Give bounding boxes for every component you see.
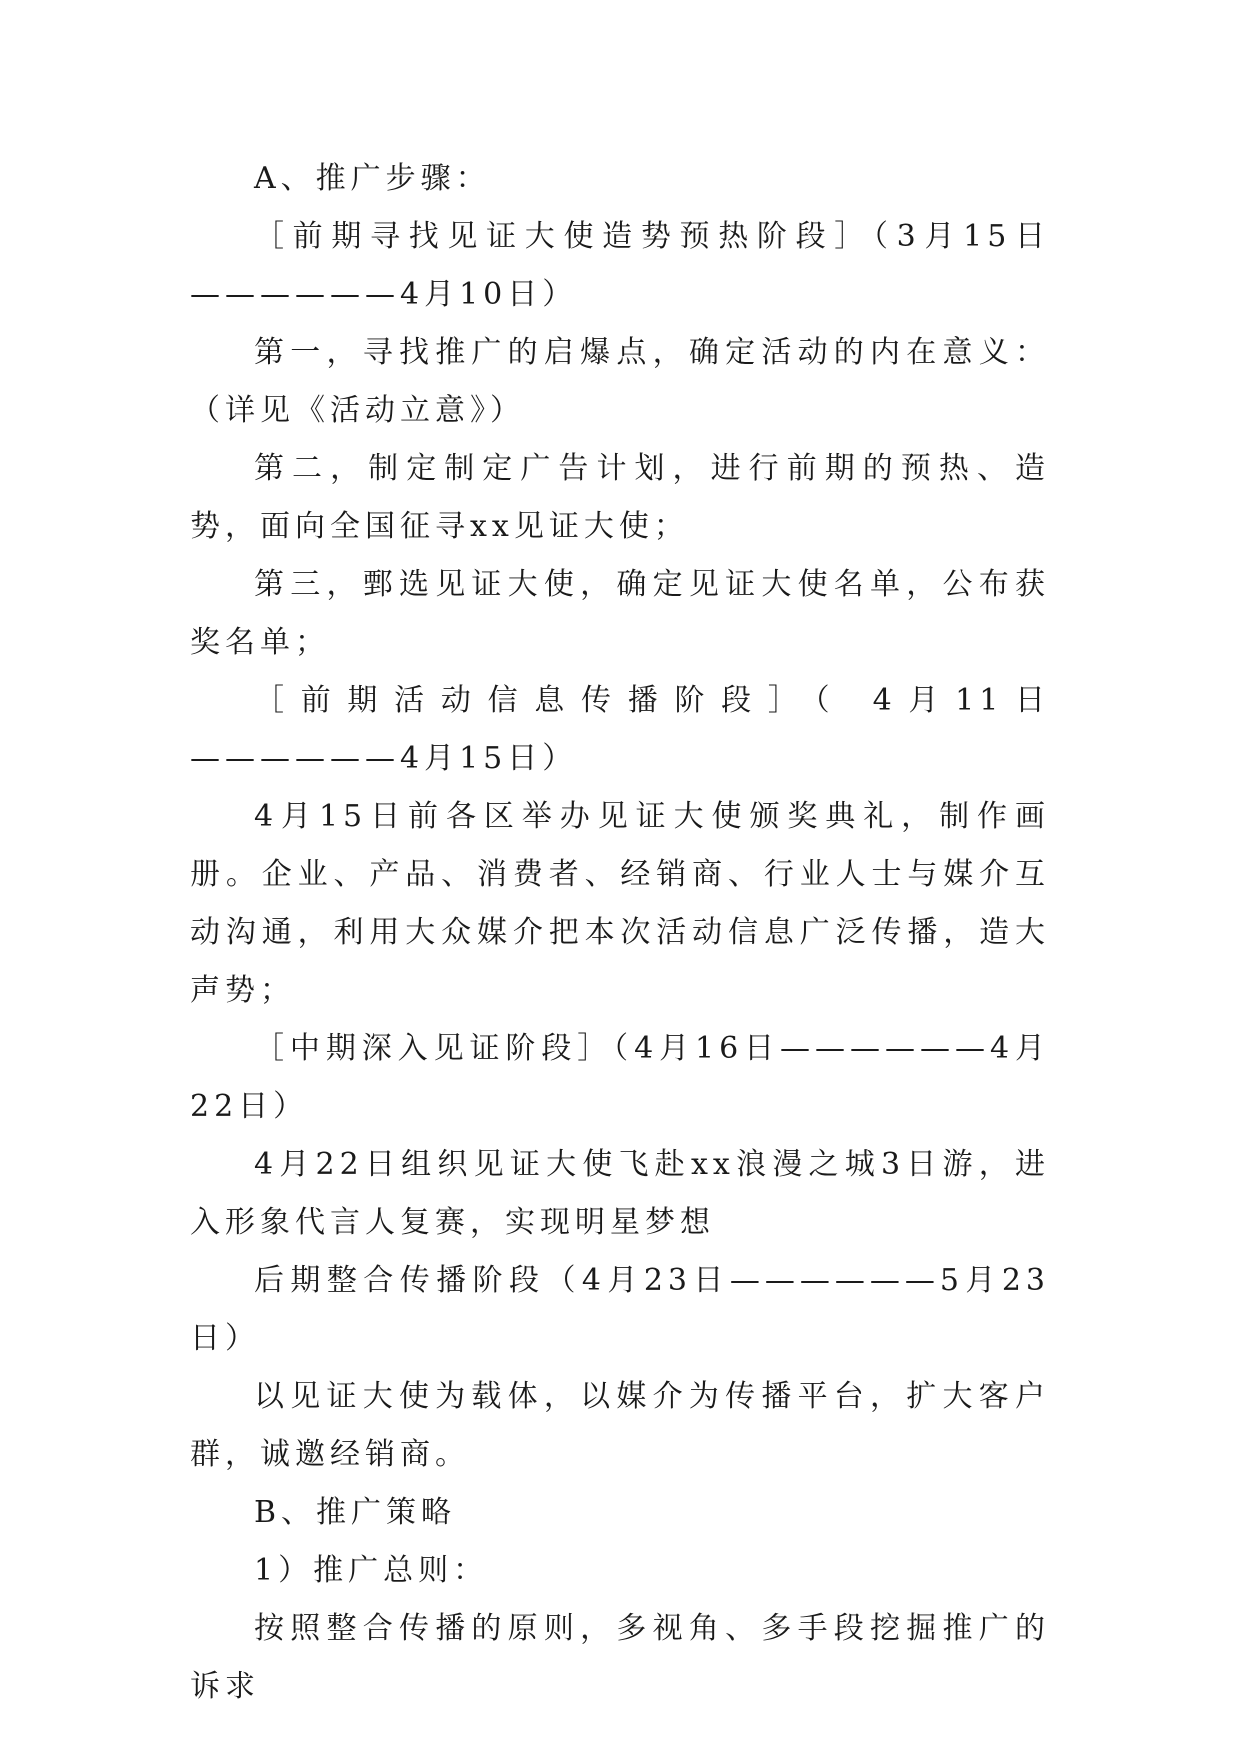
section-heading-b: B、推广策略 (254, 1495, 457, 1530)
paragraph-late-phase: 以见证大使为载体，以媒介为传播平台，扩大客户群，诚邀经销商。 (190, 1379, 1050, 1472)
section-heading-a: A、推广步骤： (254, 161, 491, 196)
paragraph-award-ceremony: 4月15日前各区举办见证大使颁奖典礼，制作画册。企业、产品、消费者、经销商、行业人士与媒介互动沟通，利用大众媒介把本次活动信息广泛传播，造大声势； (190, 799, 1050, 1008)
phase-heading-late: 后期整合传播阶段（4月23日——————5月23日） (190, 1263, 1050, 1356)
subheading-general-principle: 1）推广总则： (254, 1553, 489, 1588)
paragraph-step-two: 第二，制定制定广告计划，进行前期的预热、造势，面向全国征寻xx见证大使； (190, 451, 1050, 544)
phase-heading-mid: ［中期深入见证阶段］（4月16日——————4月22日） (190, 1031, 1050, 1124)
phase-heading-early-info: ［前期活动信息传播阶段］（ 4月11日——————4月15日） (190, 683, 1050, 776)
paragraph-trip: 4月22日组织见证大使飞赴xx浪漫之城3日游，进入形象代言人复赛，实现明星梦想 (190, 1147, 1050, 1240)
document-body (190, 150, 1050, 1716)
paragraph-step-one: 第一，寻找推广的启爆点，确定活动的内在意义：（详见《活动立意》） (190, 335, 1050, 428)
paragraph-step-three: 第三，鄄选见证大使，确定见证大使名单，公布获奖名单； (190, 567, 1050, 660)
paragraph-principle: 按照整合传播的原则，多视角、多手段挖掘推广的诉求 (190, 1611, 1050, 1704)
phase-heading-early-ambassador: ［前期寻找见证大使造势预热阶段］（3月15日——————4月10日） (190, 219, 1050, 312)
